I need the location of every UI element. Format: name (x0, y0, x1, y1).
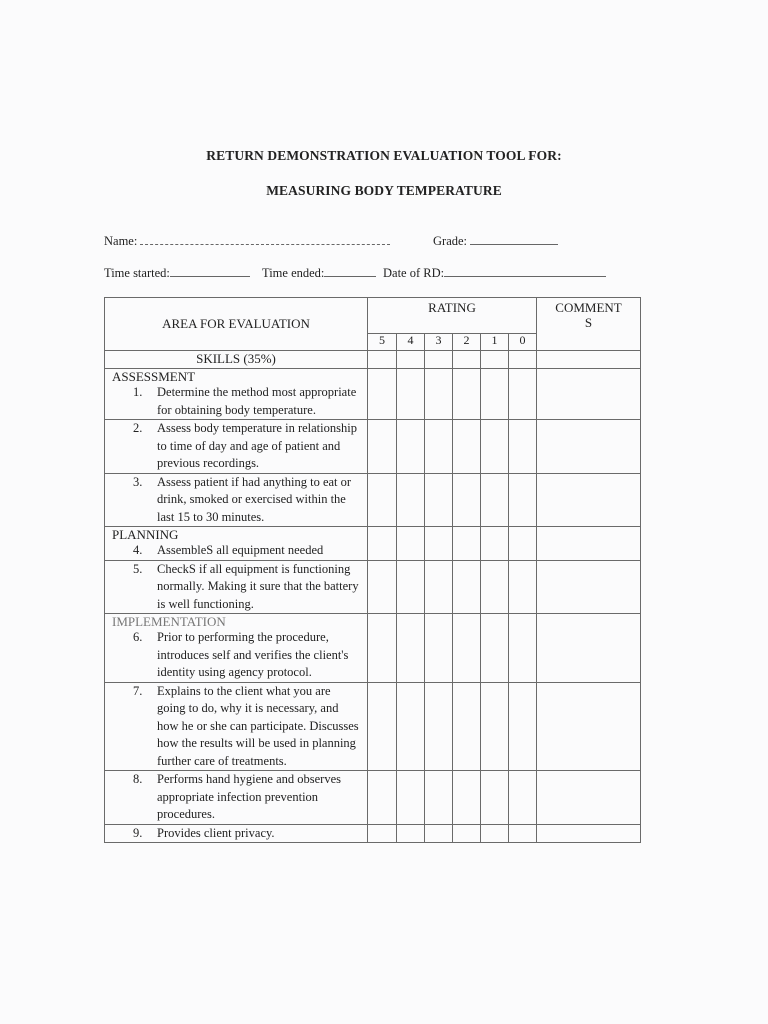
rating-cell[interactable] (368, 420, 397, 474)
item-number: 5. (133, 561, 143, 576)
grade-field[interactable] (433, 234, 558, 249)
rating-cell[interactable] (368, 560, 397, 614)
evaluation-item (105, 474, 367, 527)
evaluation-row (105, 473, 641, 527)
item-number: 3. (133, 474, 143, 489)
item-text: Performs hand hygiene and observes appropriate infection prevention procedures. (157, 772, 341, 821)
evaluation-row (105, 369, 641, 420)
rating-cell[interactable] (368, 682, 397, 771)
time-ended-label: Time ended: (262, 266, 325, 280)
rating-cell[interactable] (453, 560, 481, 614)
form-title: RETURN DEMONSTRATION EVALUATION TOOL FOR: (206, 148, 562, 163)
item-text: Assess patient if had anything to eat or drink, smoked or exercised within the last 15 to 30 minutes. (157, 474, 352, 524)
grade-label: Grade: (433, 234, 468, 248)
comment-cell[interactable] (537, 473, 641, 527)
evaluation-item (105, 384, 367, 419)
rating-scale-0: 0 (509, 334, 537, 351)
evaluation-row (105, 771, 641, 825)
evaluation-item-cell (105, 824, 368, 843)
rating-cell[interactable] (509, 824, 537, 843)
evaluation-row (105, 824, 641, 843)
evaluation-item (105, 825, 367, 843)
evaluation-item (105, 771, 367, 824)
rating-scale-5: 5 (368, 334, 397, 351)
rating-cell[interactable] (481, 771, 509, 825)
rating-cell[interactable] (509, 527, 537, 561)
rating-cell[interactable] (453, 682, 481, 771)
comment-cell[interactable] (537, 771, 641, 825)
rating-cell[interactable] (509, 351, 537, 369)
rating-scale-2: 2 (453, 334, 481, 351)
rating-cell[interactable] (453, 527, 481, 561)
rating-cell[interactable] (453, 614, 481, 683)
rating-cell[interactable] (397, 420, 425, 474)
comment-cell[interactable] (537, 682, 641, 771)
date-of-rd-label: Date of RD: (383, 266, 445, 280)
item-text: Determine the method most appropriate for obtaining body temperature. (157, 385, 357, 417)
rating-cell[interactable] (453, 473, 481, 527)
rating-cell[interactable] (509, 473, 537, 527)
rating-cell[interactable] (397, 351, 425, 369)
evaluation-item-cell (105, 420, 368, 474)
rating-cell[interactable] (509, 771, 537, 825)
rating-cell[interactable] (425, 369, 453, 420)
rating-cell[interactable] (509, 682, 537, 771)
evaluation-item (105, 683, 367, 771)
rating-cell[interactable] (425, 351, 453, 369)
skills-label: SKILLS (35%) (105, 351, 368, 369)
evaluation-table (104, 297, 641, 843)
rating-cell[interactable] (509, 560, 537, 614)
section-heading: ASSESSMENT (112, 369, 196, 384)
item-text: AssembleS all equipment needed (157, 543, 324, 557)
rating-cell[interactable] (509, 369, 537, 420)
rating-cell[interactable] (481, 824, 509, 843)
rating-cell[interactable] (425, 682, 453, 771)
name-field[interactable] (104, 234, 390, 249)
rating-cell[interactable] (368, 473, 397, 527)
evaluation-item (105, 420, 367, 473)
rating-cell[interactable] (481, 614, 509, 683)
rating-scale-3: 3 (425, 334, 453, 351)
evaluation-item (105, 542, 367, 560)
rating-cell[interactable] (453, 369, 481, 420)
evaluation-item (105, 629, 367, 682)
rating-cell[interactable] (453, 351, 481, 369)
comments-header-line1: COMMENT (555, 300, 622, 315)
evaluation-row (105, 420, 641, 474)
evaluation-item-cell (105, 560, 368, 614)
comment-cell[interactable] (537, 369, 641, 420)
item-text: Prior to performing the procedure, introduces self and verifies the client's identity using agency protocol. (157, 630, 349, 679)
rating-cell[interactable] (453, 420, 481, 474)
date-of-rd-blank[interactable] (444, 266, 606, 277)
comment-cell[interactable] (537, 527, 641, 561)
item-number: 7. (133, 683, 143, 698)
rating-cell[interactable] (397, 560, 425, 614)
name-label: Name: (104, 234, 138, 248)
item-number: 6. (133, 630, 143, 644)
rating-cell[interactable] (368, 771, 397, 825)
item-number: 4. (133, 543, 143, 557)
comment-cell[interactable] (537, 614, 641, 683)
evaluation-item (105, 561, 367, 614)
rating-cell[interactable] (368, 351, 397, 369)
rating-cell[interactable] (425, 420, 453, 474)
evaluation-item-cell (105, 682, 368, 771)
rating-cell[interactable] (397, 473, 425, 527)
rating-cell[interactable] (397, 682, 425, 771)
date-of-rd-field[interactable] (383, 266, 606, 281)
section-heading: PLANNING (112, 527, 179, 542)
evaluation-row (105, 560, 641, 614)
rating-cell[interactable] (509, 420, 537, 474)
time-ended-blank[interactable] (324, 266, 376, 277)
grade-blank[interactable] (470, 234, 558, 245)
item-number: 1. (133, 385, 143, 399)
rating-cell[interactable] (453, 771, 481, 825)
item-number: 2. (133, 421, 143, 435)
rating-scale-4: 4 (397, 334, 425, 351)
comment-cell[interactable] (537, 420, 641, 474)
comments-header (537, 298, 641, 351)
rating-cell[interactable] (368, 824, 397, 843)
evaluation-row (105, 682, 641, 771)
time-started-label: Time started: (104, 266, 170, 280)
time-started-blank[interactable] (170, 266, 250, 277)
rating-cell[interactable] (481, 369, 509, 420)
time-started-field[interactable] (104, 266, 250, 281)
evaluation-item-cell (105, 369, 368, 420)
rating-cell[interactable] (425, 614, 453, 683)
comment-cell[interactable] (537, 824, 641, 843)
rating-cell[interactable] (453, 824, 481, 843)
rating-cell[interactable] (425, 771, 453, 825)
rating-cell[interactable] (397, 771, 425, 825)
rating-cell[interactable] (425, 824, 453, 843)
rating-cell[interactable] (397, 527, 425, 561)
time-ended-field[interactable] (262, 266, 376, 281)
rating-cell[interactable] (481, 420, 509, 474)
item-text: Assess body temperature in relationship to time of day and age of patient and previous recordings. (157, 421, 357, 470)
rating-cell[interactable] (397, 824, 425, 843)
comments-header-line2: S (584, 315, 593, 330)
rating-cell[interactable] (481, 351, 509, 369)
item-text: CheckS if all equipment is functioning normally. Making it sure that the battery is well functioning. (157, 561, 359, 611)
item-text: Explains to the client what you are going to do, why it is necessary, and how he or she can participate. Discusses how the results will be used in planning further care of treatments. (157, 683, 359, 768)
rating-scale-1: 1 (481, 334, 509, 351)
rating-cell[interactable] (481, 560, 509, 614)
rating-cell[interactable] (481, 527, 509, 561)
name-blank[interactable] (140, 234, 390, 245)
evaluation-item-cell (105, 614, 368, 683)
item-number: 9. (133, 825, 143, 840)
rating-header: RATING (368, 298, 537, 334)
rating-cell[interactable] (481, 473, 509, 527)
rating-cell[interactable] (368, 527, 397, 561)
rating-cell[interactable] (397, 369, 425, 420)
area-for-evaluation-header: AREA FOR EVALUATION (105, 298, 368, 351)
section-heading: IMPLEMENTATION (112, 614, 226, 629)
item-number: 8. (133, 772, 143, 786)
rating-cell[interactable] (425, 473, 453, 527)
rating-cell[interactable] (397, 614, 425, 683)
evaluation-row (105, 527, 641, 561)
rating-cell[interactable] (425, 560, 453, 614)
rating-cell[interactable] (425, 527, 453, 561)
evaluation-item-cell (105, 473, 368, 527)
rating-cell[interactable] (509, 614, 537, 683)
item-text: Provides client privacy. (157, 825, 275, 840)
evaluation-item-cell (105, 771, 368, 825)
rating-cell[interactable] (368, 614, 397, 683)
form-subtitle: MEASURING BODY TEMPERATURE (266, 183, 502, 198)
comment-cell[interactable] (537, 351, 641, 369)
comment-cell[interactable] (537, 560, 641, 614)
evaluation-row (105, 614, 641, 683)
rating-cell[interactable] (481, 682, 509, 771)
rating-cell[interactable] (368, 369, 397, 420)
evaluation-item-cell (105, 527, 368, 561)
